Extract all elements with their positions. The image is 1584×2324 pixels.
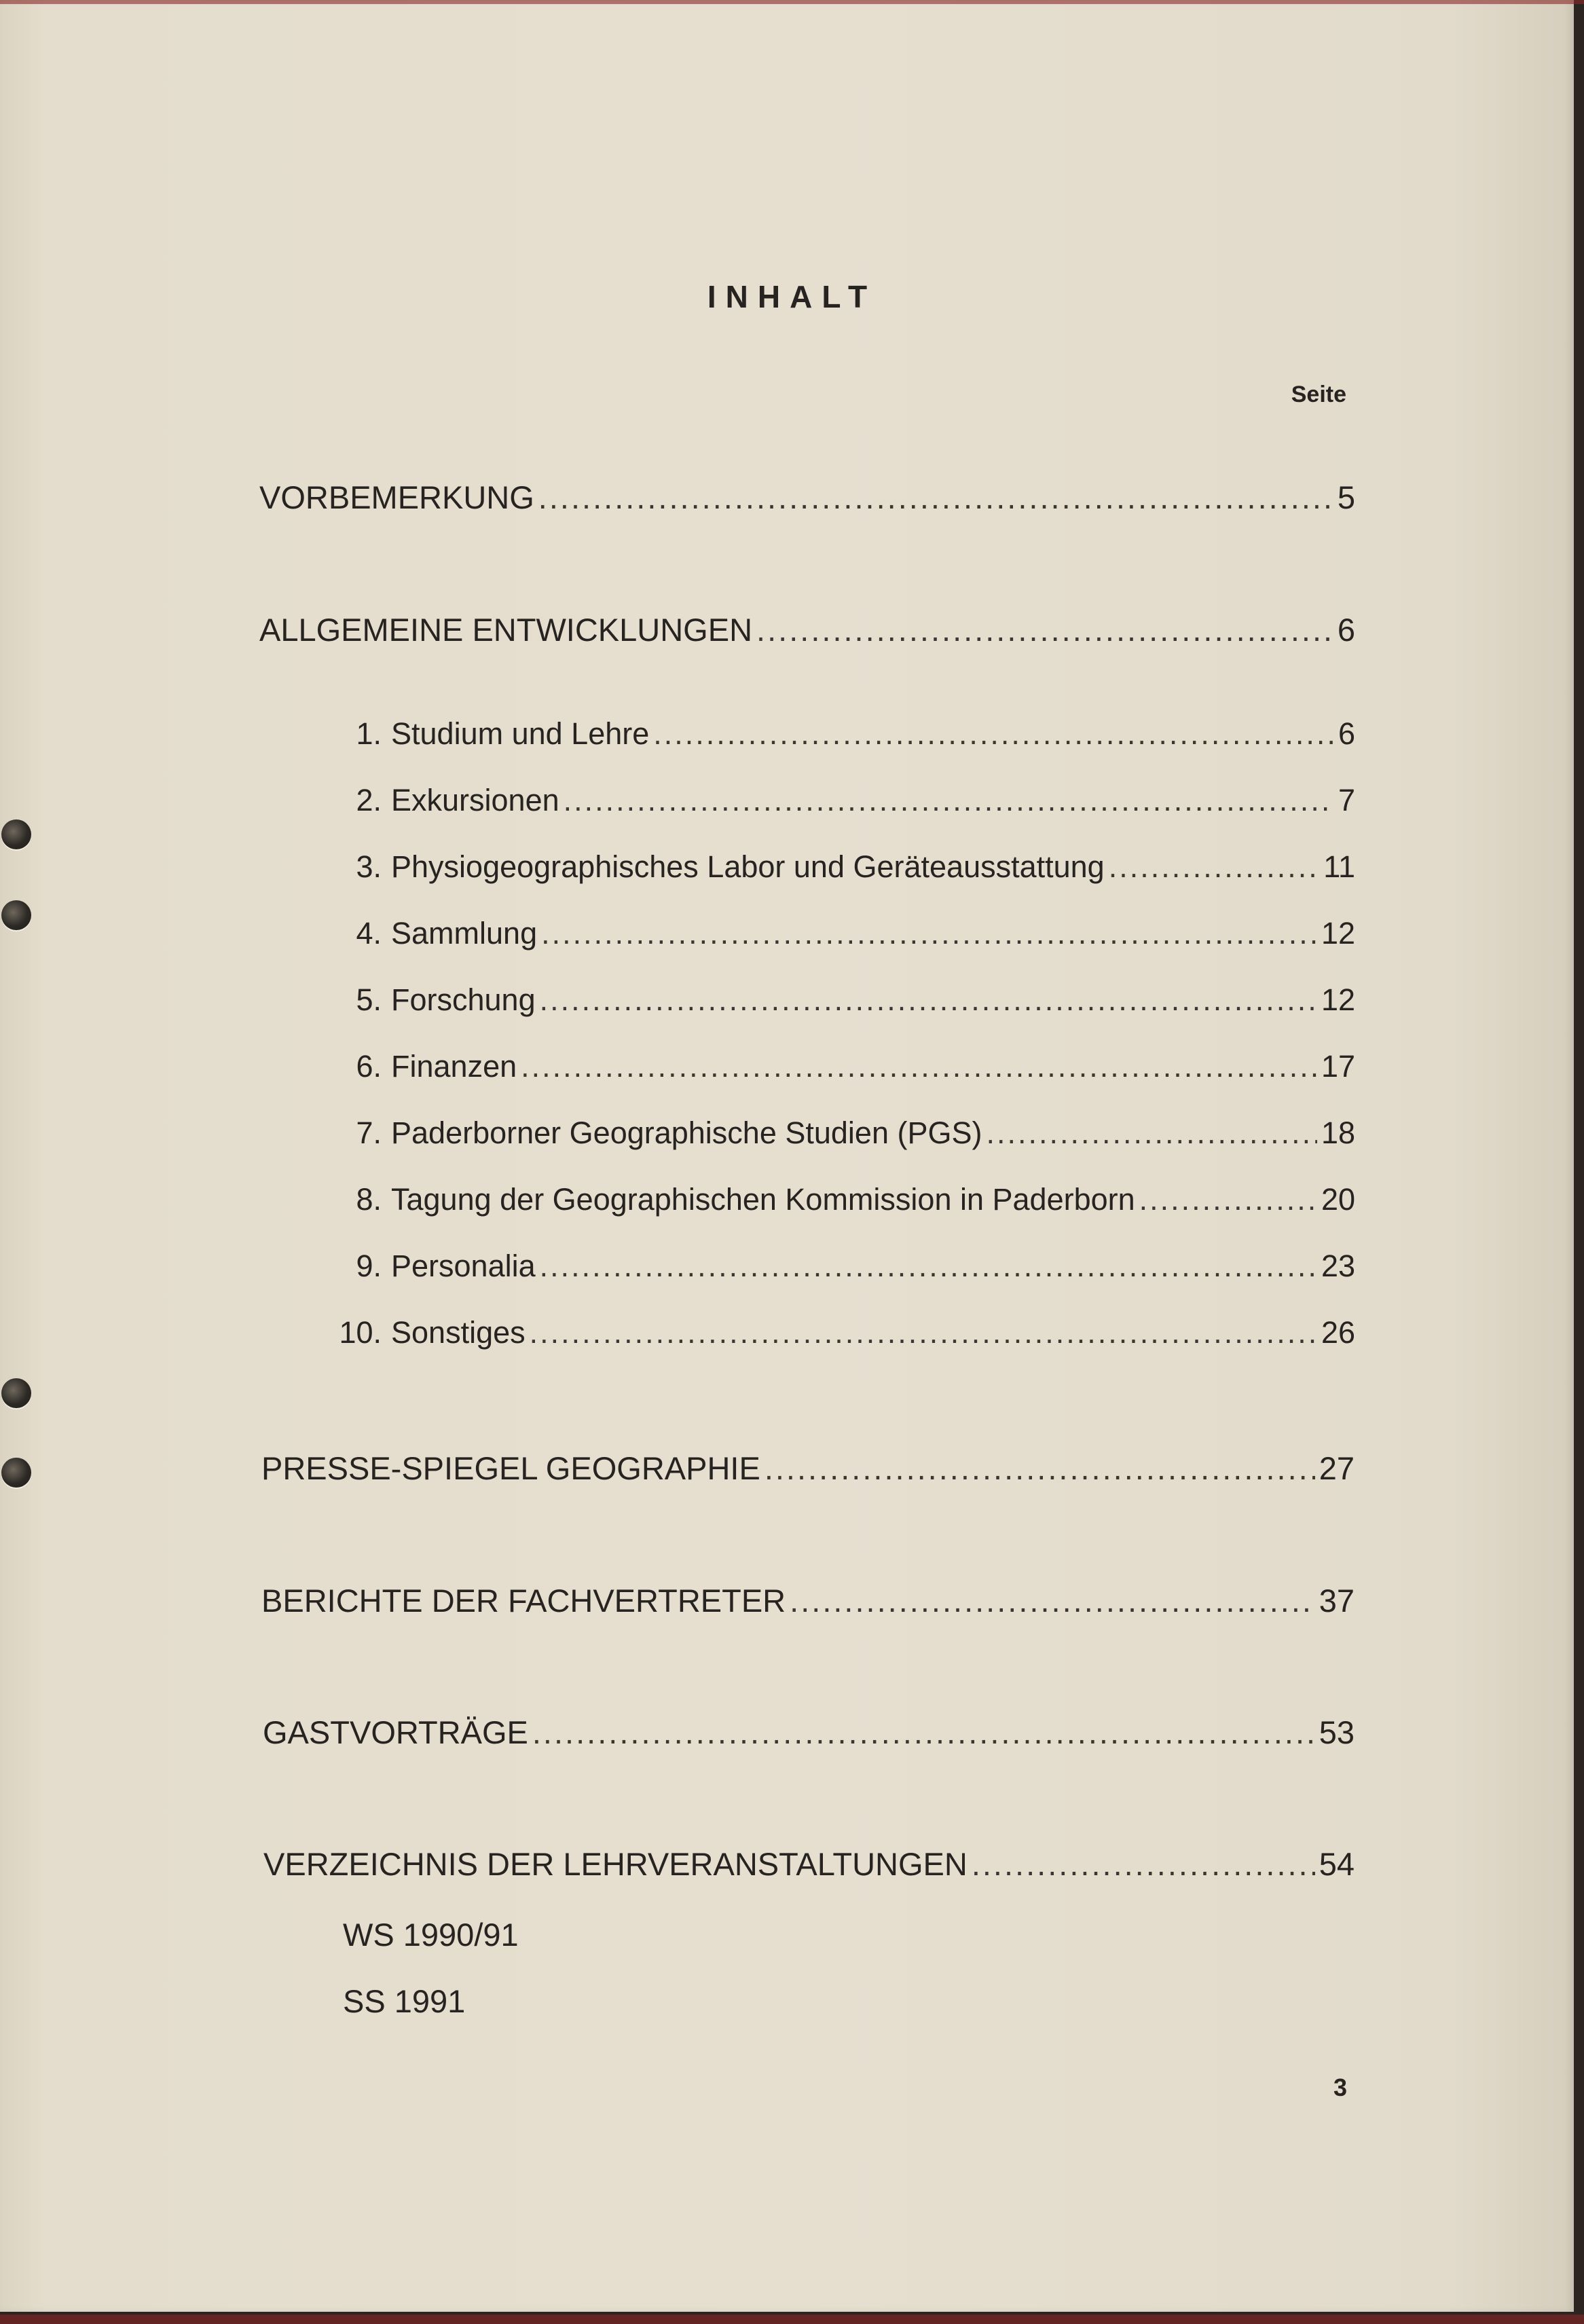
page-title: INHALT	[707, 279, 877, 314]
toc-number: 9.	[356, 1249, 382, 1283]
leader-dots	[987, 1115, 1317, 1151]
toc-number: 1.	[356, 716, 382, 751]
binder-hole	[1, 819, 31, 849]
toc-subentry[interactable]	[326, 849, 1355, 885]
binder-hole	[1, 900, 31, 930]
toc-subentry[interactable]	[326, 1182, 1355, 1217]
toc-subentry[interactable]	[326, 1249, 1355, 1284]
toc-page: 17	[1321, 1049, 1355, 1084]
toc-label: Forschung	[391, 982, 536, 1017]
toc-page: 27	[1319, 1450, 1355, 1486]
toc-entry-gastvortraege[interactable]	[263, 1714, 1355, 1751]
semester-label: SS 1991	[343, 1983, 466, 2019]
toc-number: 3.	[356, 849, 382, 884]
toc-page: 20	[1321, 1182, 1355, 1217]
toc-number: 6.	[356, 1049, 382, 1084]
toc-label: ALLGEMEINE ENTWICKLUNGEN	[259, 612, 753, 648]
leader-dots	[540, 982, 1317, 1018]
toc-page: 37	[1319, 1583, 1355, 1619]
toc-number: 10.	[339, 1315, 382, 1350]
toc-entry-verzeichnis[interactable]	[263, 1845, 1355, 1883]
toc-label: Sammlung	[391, 916, 538, 951]
toc-label: Exkursionen	[391, 783, 559, 817]
binder-hole	[1, 1458, 31, 1488]
leader-dots	[972, 1845, 1315, 1883]
toc-entry-berichte[interactable]	[261, 1582, 1355, 1619]
toc-page: 12	[1321, 916, 1355, 951]
toc-label: PRESSE-SPIEGEL GEOGRAPHIE	[261, 1450, 760, 1486]
leader-dots	[540, 1249, 1317, 1284]
toc-label: VORBEMERKUNG	[259, 479, 534, 515]
leader-dots	[530, 1315, 1317, 1350]
leader-dots	[532, 1714, 1315, 1751]
bottom-edge	[0, 2314, 1584, 2324]
toc-page: 23	[1321, 1249, 1355, 1283]
toc-entry-presse[interactable]	[261, 1450, 1355, 1487]
toc-subentry[interactable]	[326, 1115, 1355, 1151]
toc-label: VERZEICHNIS DER LEHRVERANSTALTUNGEN	[263, 1846, 968, 1882]
toc-label: Paderborner Geographische Studien (PGS)	[391, 1115, 982, 1150]
toc-page: 6	[1337, 612, 1355, 648]
leader-dots	[1109, 849, 1320, 885]
toc-subentry[interactable]	[326, 1315, 1355, 1350]
toc-label: Finanzen	[391, 1049, 517, 1084]
leader-dots	[756, 611, 1333, 648]
leader-dots	[538, 479, 1333, 516]
toc-number: 2.	[356, 783, 382, 817]
page-column-label: Seite	[1291, 382, 1346, 407]
binder-hole	[1, 1378, 31, 1408]
toc-page: 53	[1319, 1714, 1355, 1750]
toc-page: 5	[1337, 479, 1355, 515]
leader-dots	[541, 916, 1317, 951]
toc-number: 8.	[356, 1182, 382, 1217]
toc-page: 54	[1319, 1846, 1355, 1882]
toc-label: Physiogeographisches Labor und Geräteausstattung	[391, 849, 1105, 884]
toc-page: 12	[1321, 982, 1355, 1017]
toc-subentry[interactable]	[326, 716, 1355, 752]
toc-subentry[interactable]	[326, 982, 1355, 1018]
toc-label: Tagung der Geographischen Kommission in Paderborn	[391, 1182, 1135, 1217]
page-number: 3	[1333, 2073, 1348, 2101]
toc-label: BERICHTE DER FACHVERTRETER	[261, 1583, 786, 1619]
leader-dots	[765, 1450, 1315, 1487]
leader-dots	[521, 1049, 1317, 1084]
toc-page: 26	[1321, 1315, 1355, 1350]
toc-entry-vorbemerkung[interactable]	[259, 479, 1355, 516]
toc-label: Personalia	[391, 1249, 536, 1283]
toc-page: 6	[1338, 716, 1355, 751]
toc-number: 5.	[356, 982, 382, 1017]
toc-entry-allgemeine[interactable]	[259, 611, 1355, 648]
toc-label: GASTVORTRÄGE	[263, 1714, 528, 1750]
leader-dots	[564, 783, 1334, 818]
toc-number: 4.	[356, 916, 382, 951]
toc-page: 11	[1323, 849, 1355, 884]
toc-page: 7	[1338, 783, 1355, 817]
toc-number: 7.	[356, 1115, 382, 1150]
toc-label: Sonstiges	[391, 1315, 526, 1350]
top-edge	[0, 0, 1584, 4]
toc-subentry[interactable]	[326, 783, 1355, 818]
toc-label: Studium und Lehre	[391, 716, 650, 751]
semester-label: WS 1990/91	[343, 1917, 519, 1953]
toc-page: 18	[1321, 1115, 1355, 1150]
toc-subentry[interactable]	[326, 1049, 1355, 1084]
leader-dots	[790, 1582, 1315, 1619]
toc-subentry[interactable]	[326, 916, 1355, 951]
leader-dots	[1139, 1182, 1317, 1217]
leader-dots	[653, 716, 1334, 752]
